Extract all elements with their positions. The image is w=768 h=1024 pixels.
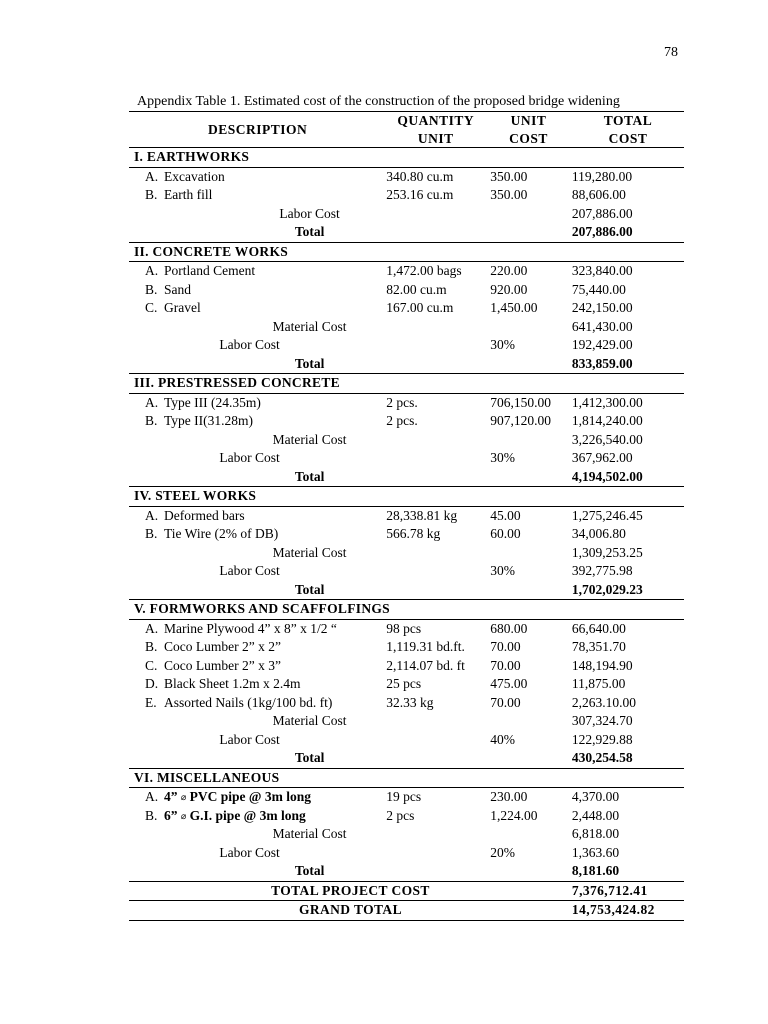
item-unit-cost: 907,120.00: [490, 413, 551, 429]
item-quantity: 98 pcs: [386, 620, 422, 636]
table-row: [129, 262, 684, 281]
subtotal-percent: [485, 825, 567, 844]
section-total-row: [129, 749, 684, 768]
item-text: Tie Wire (2% of DB): [164, 526, 279, 542]
item-text: Marine Plywood 4” x 8” x 1/2 “: [164, 620, 337, 636]
section-total-label: Total: [129, 749, 485, 768]
subtotal-label: Material Cost: [272, 713, 347, 729]
summary-label: GRAND TOTAL: [129, 901, 567, 921]
item-unit-cost: 45.00: [490, 507, 521, 523]
item-text: Type II(31.28m): [164, 413, 254, 429]
item-marker: B.: [145, 639, 158, 655]
section-total-spacer: [485, 355, 567, 374]
header-quantity: QUANTITY UNIT: [381, 112, 485, 148]
item-unit-cost: 230.00: [490, 789, 528, 805]
subtotal-label: Material Cost: [272, 826, 347, 842]
item-description: [129, 788, 381, 807]
item-quantity: 82.00 cu.m: [386, 281, 447, 297]
subtotal-percent: 30%: [490, 450, 515, 466]
subtotal-amount: 641,430.00: [571, 318, 633, 334]
pipe-size: 4”: [164, 789, 178, 805]
section-title: IV. STEEL WORKS: [129, 487, 684, 507]
item-description: [129, 506, 381, 525]
item-quantity: 2 pcs.: [386, 394, 418, 410]
subtotal-amount: 192,429.00: [571, 337, 633, 353]
subtotal-percent: [485, 431, 567, 450]
item-description: [129, 807, 381, 826]
subtotal-row: [129, 712, 684, 731]
table-row: [129, 186, 684, 205]
summary-label: TOTAL PROJECT COST: [129, 881, 567, 901]
section-header: [129, 148, 684, 168]
table-caption: Appendix Table 1. Estimated cost of the construction of the proposed bridge widening: [137, 94, 620, 109]
table-row: [129, 281, 684, 300]
item-unit-cost: 475.00: [490, 676, 528, 692]
item-unit-cost: 60.00: [490, 526, 521, 542]
table-row: [129, 412, 684, 431]
item-unit-cost: 920.00: [490, 281, 528, 297]
page-number: 78: [664, 45, 678, 60]
item-marker: C.: [145, 300, 158, 316]
section-total-amount: 8,181.60: [567, 862, 684, 881]
table-row: [129, 807, 684, 826]
item-total-cost: 1,275,246.45: [571, 507, 643, 523]
item-description: [129, 281, 381, 300]
item-unit-cost: 706,150.00: [490, 394, 551, 410]
subtotal-percent: 30%: [490, 563, 515, 579]
subtotal-percent: 30%: [490, 337, 515, 353]
item-description: [129, 299, 381, 318]
diameter-icon: ⌀: [180, 810, 187, 821]
table-row: [129, 638, 684, 657]
subtotal-amount: 122,929.88: [571, 731, 633, 747]
item-total-cost: 78,351.70: [571, 639, 626, 655]
section-total-label: Total: [129, 581, 485, 600]
item-marker: B.: [145, 526, 158, 542]
subtotal-row: [129, 449, 684, 468]
header-total-cost: TOTAL COST: [567, 112, 684, 148]
item-description: [129, 638, 381, 657]
item-marker: B.: [145, 413, 158, 429]
subtotal-percent: [485, 712, 567, 731]
subtotal-label: Labor Cost: [279, 205, 340, 221]
item-description: [129, 412, 381, 431]
item-total-cost: 1,412,300.00: [571, 394, 643, 410]
subtotal-row: [129, 318, 684, 337]
table-row: [129, 788, 684, 807]
item-text: Assorted Nails (1kg/100 bd. ft): [164, 694, 333, 710]
item-total-cost: 2,448.00: [571, 807, 620, 823]
subtotal-label: Labor Cost: [219, 337, 280, 353]
subtotal-row: [129, 844, 684, 863]
section-total-row: [129, 468, 684, 487]
table-header: [129, 112, 684, 148]
section-total-amount: 207,886.00: [567, 223, 684, 242]
section-total-row: [129, 223, 684, 242]
subtotal-row: [129, 336, 684, 355]
section-total-label: Total: [129, 468, 485, 487]
section-total-row: [129, 862, 684, 881]
item-description: [129, 262, 381, 281]
section-title: I. EARTHWORKS: [129, 148, 684, 168]
section-total-row: [129, 355, 684, 374]
subtotal-percent: [485, 544, 567, 563]
section-title: VI. MISCELLANEOUS: [129, 768, 684, 788]
table-row: [129, 694, 684, 713]
item-text: Excavation: [164, 168, 225, 184]
item-total-cost: 66,640.00: [571, 620, 626, 636]
header-description: DESCRIPTION: [129, 112, 381, 148]
item-quantity: 25 pcs: [386, 676, 422, 692]
item-total-cost: 88,606.00: [571, 187, 626, 203]
item-quantity: 167.00 cu.m: [386, 300, 454, 316]
item-marker: E.: [145, 694, 157, 710]
item-marker: A.: [145, 789, 159, 805]
item-description: [129, 675, 381, 694]
cost-table: [129, 111, 684, 921]
section-total-spacer: [485, 862, 567, 881]
item-description: [129, 619, 381, 638]
subtotal-row: [129, 562, 684, 581]
table-row: [129, 393, 684, 412]
item-quantity: 2 pcs.: [386, 413, 418, 429]
item-unit-cost: 680.00: [490, 620, 528, 636]
section-header: [129, 487, 684, 507]
table-row: [129, 657, 684, 676]
item-total-cost: 4,370.00: [571, 789, 620, 805]
item-marker: B.: [145, 807, 158, 823]
item-description: [129, 167, 381, 186]
item-unit-cost: 70.00: [490, 639, 521, 655]
section-header: [129, 242, 684, 262]
item-text: Gravel: [164, 300, 201, 316]
item-quantity: 19 pcs: [386, 789, 422, 805]
section-total-row: [129, 581, 684, 600]
item-quantity: 1,119.31 bd.ft.: [386, 639, 465, 655]
item-description: [129, 186, 381, 205]
section-header: [129, 768, 684, 788]
item-text: Portland Cement: [164, 263, 256, 279]
item-text: Black Sheet 1.2m x 2.4m: [164, 676, 301, 692]
item-total-cost: 242,150.00: [571, 300, 633, 316]
table-row: [129, 506, 684, 525]
item-unit-cost: 70.00: [490, 657, 521, 673]
subtotal-amount: 1,309,253.25: [571, 544, 643, 560]
section-total-label: Total: [129, 223, 485, 242]
subtotal-label: Labor Cost: [219, 731, 280, 747]
item-description: [129, 393, 381, 412]
subtotal-percent: 20%: [490, 844, 515, 860]
item-marker: B.: [145, 281, 158, 297]
item-text: Deformed bars: [164, 507, 245, 523]
item-text: Type III (24.35m): [164, 394, 261, 410]
item-marker: A.: [145, 394, 159, 410]
subtotal-label: Labor Cost: [219, 563, 280, 579]
diameter-icon: ⌀: [180, 792, 187, 803]
subtotal-label: Labor Cost: [219, 450, 280, 466]
section-total-amount: 430,254.58: [567, 749, 684, 768]
item-unit-cost: 70.00: [490, 694, 521, 710]
subtotal-amount: 6,818.00: [571, 826, 620, 842]
grand-total-row: [129, 901, 684, 921]
subtotal-percent: [485, 318, 567, 337]
subtotal-label: Material Cost: [272, 431, 347, 447]
item-text: Coco Lumber 2” x 3”: [164, 657, 281, 673]
table-row: [129, 675, 684, 694]
item-description: [129, 525, 381, 544]
item-unit-cost: 350.00: [490, 168, 528, 184]
subtotal-label: Material Cost: [272, 544, 347, 560]
section-total-amount: 833,859.00: [567, 355, 684, 374]
item-quantity: 28,338.81 kg: [386, 507, 458, 523]
item-marker: A.: [145, 263, 159, 279]
section-title: III. PRESTRESSED CONCRETE: [129, 374, 684, 394]
section-total-label: Total: [129, 862, 485, 881]
section-total-spacer: [485, 223, 567, 242]
item-quantity: 32.33 kg: [386, 694, 434, 710]
section-title: V. FORMWORKS AND SCAFFOLFINGS: [129, 600, 684, 620]
item-text: Coco Lumber 2” x 2”: [164, 639, 281, 655]
item-marker: B.: [145, 187, 158, 203]
subtotal-percent: 40%: [490, 731, 515, 747]
item-text: G.I. pipe @ 3m long: [189, 807, 306, 823]
subtotal-amount: 207,886.00: [571, 205, 633, 221]
item-total-cost: 119,280.00: [571, 168, 633, 184]
item-marker: D.: [145, 676, 159, 692]
item-total-cost: 2,263.10.00: [571, 694, 637, 710]
item-quantity: 2 pcs: [386, 807, 415, 823]
table-row: [129, 167, 684, 186]
subtotal-label: Material Cost: [272, 318, 347, 334]
item-marker: A.: [145, 507, 159, 523]
item-quantity: 340.80 cu.m: [386, 168, 454, 184]
section-total-spacer: [485, 749, 567, 768]
table-row: [129, 619, 684, 638]
subtotal-row: [129, 205, 684, 224]
subtotal-amount: 3,226,540.00: [571, 431, 643, 447]
item-total-cost: 11,875.00: [571, 676, 626, 692]
table-row: [129, 299, 684, 318]
item-description: [129, 694, 381, 713]
section-title: II. CONCRETE WORKS: [129, 242, 684, 262]
subtotal-row: [129, 544, 684, 563]
item-total-cost: 34,006.80: [571, 526, 626, 542]
pipe-size: 6”: [164, 807, 178, 823]
subtotal-row: [129, 825, 684, 844]
item-total-cost: 323,840.00: [571, 263, 633, 279]
total-project-cost-row: [129, 881, 684, 901]
subtotal-amount: 1,363.60: [571, 844, 620, 860]
item-quantity: 1,472.00 bags: [386, 263, 462, 279]
item-unit-cost: 220.00: [490, 263, 528, 279]
subtotal-amount: 392,775.98: [571, 563, 633, 579]
item-marker: C.: [145, 657, 158, 673]
table-row: [129, 525, 684, 544]
item-unit-cost: 1,224.00: [490, 807, 538, 823]
item-quantity: 566.78 kg: [386, 526, 441, 542]
item-marker: A.: [145, 168, 159, 184]
table-body: [129, 148, 684, 921]
item-total-cost: 148,194.90: [571, 657, 633, 673]
subtotal-label: Labor Cost: [219, 844, 280, 860]
subtotal-percent: [485, 205, 567, 224]
summary-amount: 7,376,712.41: [567, 881, 684, 901]
section-header: [129, 600, 684, 620]
item-total-cost: 75,440.00: [571, 281, 626, 297]
item-quantity: 253.16 cu.m: [386, 187, 454, 203]
item-description: [129, 657, 381, 676]
item-text: PVC pipe @ 3m long: [189, 789, 311, 805]
section-total-amount: 1,702,029.23: [567, 581, 684, 600]
subtotal-amount: 307,324.70: [571, 713, 633, 729]
section-total-spacer: [485, 468, 567, 487]
section-header: [129, 374, 684, 394]
subtotal-row: [129, 731, 684, 750]
item-quantity: 2,114.07 bd. ft: [386, 657, 465, 673]
subtotal-amount: 367,962.00: [571, 450, 633, 466]
item-text: Sand: [164, 281, 191, 297]
item-unit-cost: 1,450.00: [490, 300, 538, 316]
section-total-spacer: [485, 581, 567, 600]
item-total-cost: 1,814,240.00: [571, 413, 643, 429]
item-unit-cost: 350.00: [490, 187, 528, 203]
summary-amount: 14,753,424.82: [567, 901, 684, 921]
section-total-amount: 4,194,502.00: [567, 468, 684, 487]
subtotal-row: [129, 431, 684, 450]
section-total-label: Total: [129, 355, 485, 374]
item-text: Earth fill: [164, 187, 213, 203]
header-unit-cost: UNIT COST: [485, 112, 567, 148]
item-marker: A.: [145, 620, 159, 636]
